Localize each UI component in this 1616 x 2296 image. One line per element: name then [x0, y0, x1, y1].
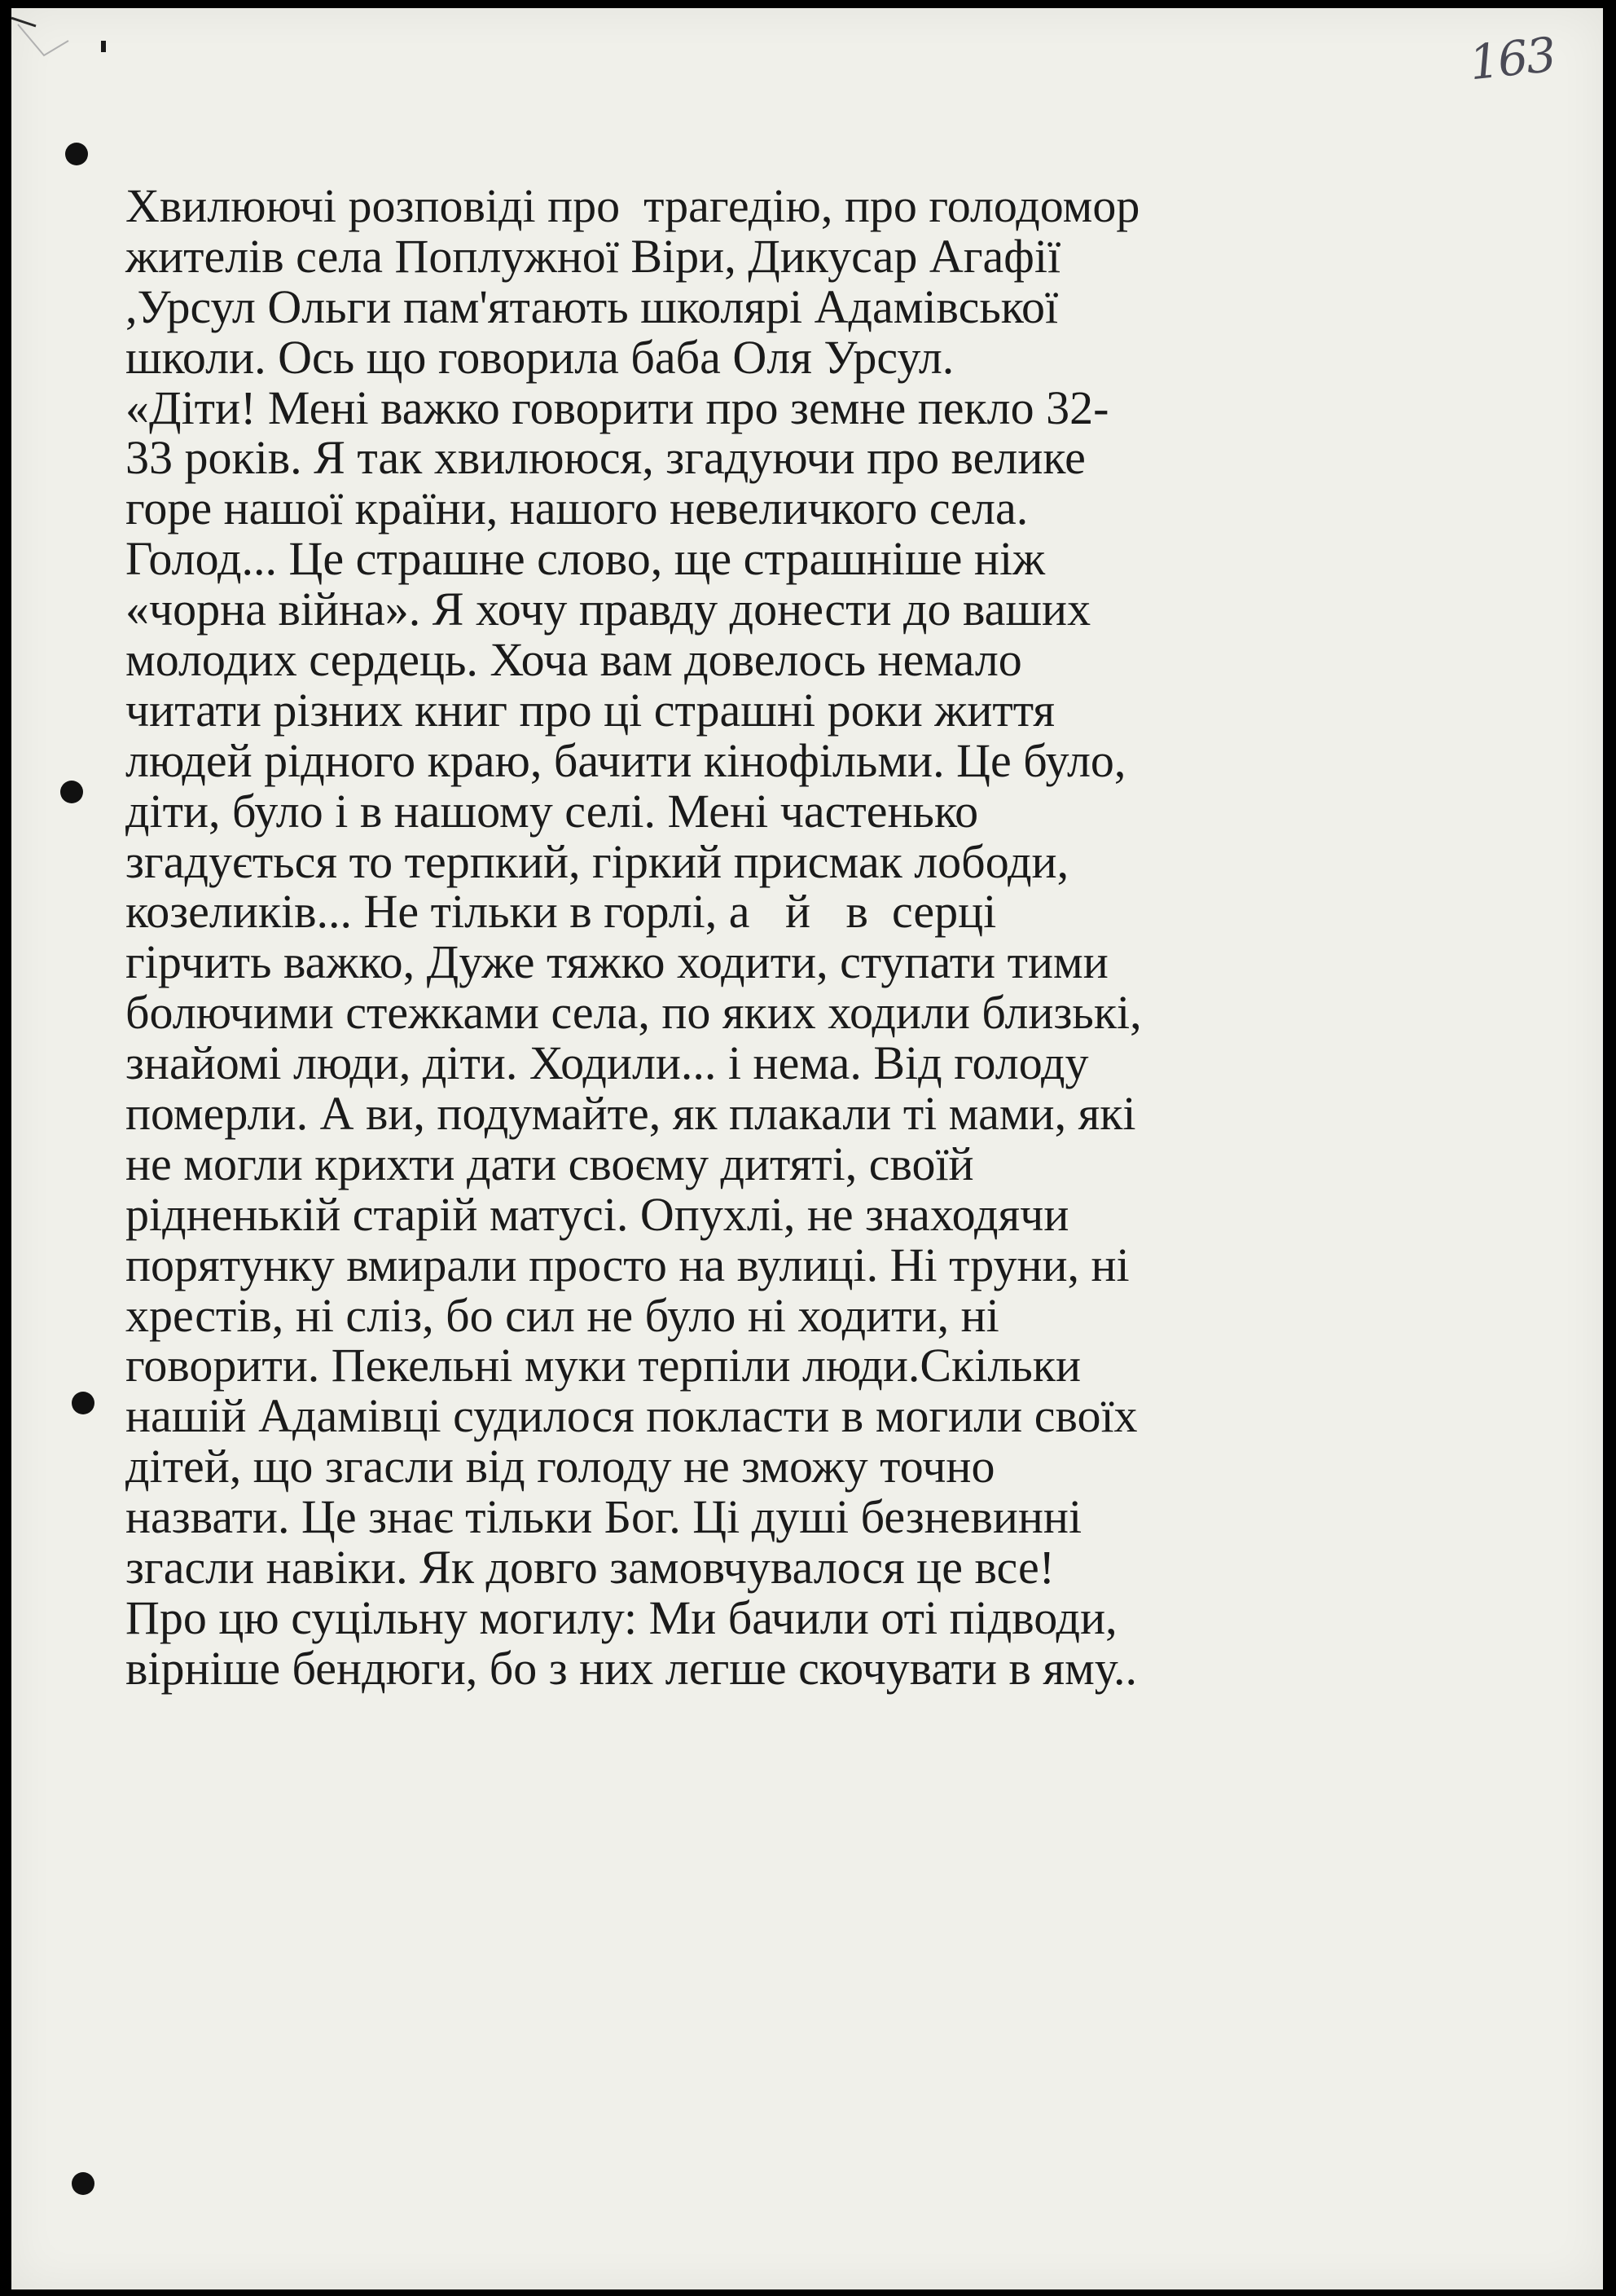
- text-line: молодих сердець. Хоча вам довелось немало: [125, 633, 1022, 687]
- text-line: гірчить важко, Дуже тяжко ходити, ступати тими: [125, 935, 1109, 989]
- document-body-text: [125, 181, 1559, 1694]
- text-line: хрестів, ні сліз, бо сил не було ні ходити, ні: [125, 1288, 999, 1342]
- text-line: Про цю суцільну могилу: Ми бачили оті підводи,: [125, 1590, 1118, 1644]
- text-line: знайомі люди, діти. Ходили... і нема. Від голоду: [125, 1036, 1089, 1090]
- text-line: нашій Адамівці судилося покласти в могили своїх: [125, 1389, 1138, 1443]
- text-line: 33 років. Я так хвилююся, згадуючи про велике: [125, 431, 1086, 485]
- torn-corner-mark: [11, 8, 109, 73]
- text-line: дітей, що згасли від голоду не зможу точно: [125, 1440, 995, 1493]
- punch-hole-3: [72, 1392, 94, 1414]
- punch-hole-2: [60, 781, 83, 803]
- text-line: ,Урсул Ольги пам'ятають школярі Адамівської: [125, 279, 1059, 333]
- punch-hole-1: [65, 143, 88, 165]
- text-line: козеликів... Не тільки в горлі, а й в серці: [125, 885, 997, 939]
- text-line: померли. А ви, подумайте, як плакали ті мами, які: [125, 1087, 1136, 1141]
- text-line: згадується то терпкий, гіркий присмак лободи,: [125, 834, 1069, 888]
- text-line: людей рідного краю, бачити кінофільми. Це було,: [125, 733, 1126, 787]
- text-line: болючими стежками села, по яких ходили близькі,: [125, 986, 1142, 1040]
- punch-hole-4: [72, 2172, 94, 2195]
- text-line: школи. Ось що говорила баба Оля Урсул.: [125, 330, 955, 384]
- text-line: говорити. Пекельні муки терпіли люди.Скільки: [125, 1339, 1082, 1392]
- text-line: Хвилюючі розповіді про трагедію, про голодомор: [125, 179, 1140, 232]
- text-line: діти, було і в нашому селі. Мені частенько: [125, 784, 979, 838]
- text-line: рідненькій старій матусі. Опухлі, не знаходячи: [125, 1187, 1069, 1241]
- text-line: згасли навіки. Як довго замовчувалося це все!: [125, 1541, 1055, 1594]
- text-line: назвати. Це знає тільки Бог. Ці душі безневинні: [125, 1490, 1082, 1544]
- text-line: читати різних книг про ці страшні роки життя: [125, 683, 1056, 737]
- text-line: «чорна війна». Я хочу правду донести до ваших: [125, 583, 1091, 636]
- text-line: вірніше бендюги, бо з них легше скочувати в яму..: [125, 1641, 1137, 1695]
- text-line: горе нашої країни, нашого невеличкого села.: [125, 482, 1029, 535]
- text-line: жителів села Поплужної Віри, Дикусар Агафії: [125, 229, 1061, 283]
- text-line: «Діти! Мені важко говорити про земне пекло 32-: [125, 380, 1109, 434]
- text-line: Голод... Це страшне слово, ще страшніше ніж: [125, 532, 1046, 586]
- document-page: [11, 8, 1603, 2289]
- folio-number: 163: [1466, 26, 1557, 91]
- text-line: не могли крихти дати своєму дитяті, своїй: [125, 1137, 974, 1190]
- text-line: порятунку вмирали просто на вулиці. Ні труни, ні: [125, 1238, 1130, 1291]
